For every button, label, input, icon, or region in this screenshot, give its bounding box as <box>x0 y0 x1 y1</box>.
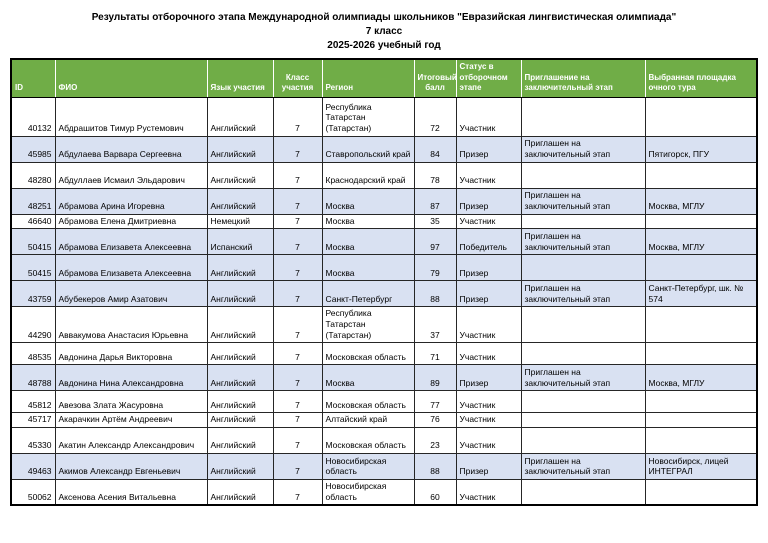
cell-id: 50415 <box>11 255 55 281</box>
cell-grade: 7 <box>273 188 322 214</box>
cell-grade: 7 <box>273 136 322 162</box>
cell-status: Призер <box>456 136 521 162</box>
cell-status: Победитель <box>456 229 521 255</box>
cell-lang: Английский <box>207 479 273 505</box>
cell-id: 49463 <box>11 453 55 479</box>
cell-invite: Приглашен на заключительный этап <box>521 365 645 391</box>
page-subtitle-grade: 7 класс <box>365 26 403 37</box>
cell-lang: Английский <box>207 281 273 307</box>
cell-score: 60 <box>414 479 456 505</box>
cell-venue <box>645 413 757 428</box>
cell-invite <box>521 162 645 188</box>
cell-grade: 7 <box>273 162 322 188</box>
cell-invite <box>521 255 645 281</box>
column-header-region: Регион <box>322 59 414 97</box>
table-row <box>11 413 757 428</box>
cell-id: 45985 <box>11 136 55 162</box>
cell-id: 45812 <box>11 391 55 413</box>
cell-invite <box>521 427 645 453</box>
cell-fio: Абубекеров Амир Азатович <box>55 281 207 307</box>
cell-score: 37 <box>414 307 456 343</box>
cell-status: Призер <box>456 453 521 479</box>
cell-status: Участник <box>456 214 521 229</box>
cell-region: Москва <box>322 255 414 281</box>
cell-fio: Аксенова Асения Витальевна <box>55 479 207 505</box>
cell-region: Республика Татарстан (Татарстан) <box>322 97 414 136</box>
cell-status: Призер <box>456 188 521 214</box>
cell-status: Участник <box>456 162 521 188</box>
cell-status: Участник <box>456 391 521 413</box>
cell-region: Москва <box>322 365 414 391</box>
cell-score: 77 <box>414 391 456 413</box>
cell-venue <box>645 97 757 136</box>
cell-lang: Английский <box>207 427 273 453</box>
cell-grade: 7 <box>273 479 322 505</box>
table-row <box>11 162 757 188</box>
cell-score: 35 <box>414 214 456 229</box>
cell-fio: Авдонина Нина Александровна <box>55 365 207 391</box>
column-header-status: Статус в отборочном этапе <box>456 59 521 97</box>
cell-fio: Абдуллаев Исмаил Эльдарович <box>55 162 207 188</box>
cell-grade: 7 <box>273 97 322 136</box>
cell-status: Призер <box>456 255 521 281</box>
cell-grade: 7 <box>273 365 322 391</box>
results-table <box>10 58 758 506</box>
cell-score: 88 <box>414 281 456 307</box>
table-row <box>11 97 757 136</box>
cell-score: 87 <box>414 188 456 214</box>
cell-venue <box>645 343 757 365</box>
cell-id: 48280 <box>11 162 55 188</box>
cell-score: 84 <box>414 136 456 162</box>
table-row <box>11 281 757 307</box>
table-row <box>11 188 757 214</box>
cell-lang: Английский <box>207 453 273 479</box>
cell-id: 50062 <box>11 479 55 505</box>
cell-invite: Приглашен на заключительный этап <box>521 229 645 255</box>
column-header-venue: Выбранная площадка очного тура <box>645 59 757 97</box>
page-title: Результаты отборочного этапа Международной олимпиады школьников "Евразийская лингвистическая олимпиада" <box>91 12 677 23</box>
cell-score: 71 <box>414 343 456 365</box>
cell-status: Участник <box>456 97 521 136</box>
cell-region: Москва <box>322 214 414 229</box>
cell-venue: Пятигорск, ПГУ <box>645 136 757 162</box>
cell-region: Республика Татарстан (Татарстан) <box>322 307 414 343</box>
cell-invite: Приглашен на заключительный этап <box>521 136 645 162</box>
cell-region: Алтайский край <box>322 413 414 428</box>
table-row <box>11 479 757 505</box>
cell-score: 78 <box>414 162 456 188</box>
cell-grade: 7 <box>273 391 322 413</box>
cell-invite: Приглашен на заключительный этап <box>521 453 645 479</box>
cell-fio: Абдулаева Варвара Сергеевна <box>55 136 207 162</box>
cell-id: 45330 <box>11 427 55 453</box>
cell-status: Призер <box>456 365 521 391</box>
column-header-fio: ФИО <box>55 59 207 97</box>
cell-region: Новосибирская область <box>322 479 414 505</box>
table-row <box>11 391 757 413</box>
table-row <box>11 427 757 453</box>
cell-invite <box>521 391 645 413</box>
table-row <box>11 136 757 162</box>
cell-venue <box>645 479 757 505</box>
cell-region: Московская область <box>322 391 414 413</box>
cell-id: 48251 <box>11 188 55 214</box>
cell-fio: Абрамова Елизавета Алексеевна <box>55 229 207 255</box>
cell-id: 44290 <box>11 307 55 343</box>
cell-venue: Санкт-Петербург, шк. № 574 <box>645 281 757 307</box>
cell-lang: Английский <box>207 136 273 162</box>
cell-venue <box>645 255 757 281</box>
cell-score: 72 <box>414 97 456 136</box>
column-header-score: Итоговый балл <box>414 59 456 97</box>
cell-id: 45717 <box>11 413 55 428</box>
cell-invite <box>521 97 645 136</box>
cell-fio: Абрамова Арина Игоревна <box>55 188 207 214</box>
cell-grade: 7 <box>273 229 322 255</box>
cell-venue: Новосибирск, лицей ИНТЕГРАЛ <box>645 453 757 479</box>
cell-status: Участник <box>456 307 521 343</box>
cell-region: Новосибирская область <box>322 453 414 479</box>
cell-venue <box>645 307 757 343</box>
cell-lang: Английский <box>207 188 273 214</box>
cell-id: 43759 <box>11 281 55 307</box>
cell-venue <box>645 162 757 188</box>
cell-grade: 7 <box>273 307 322 343</box>
cell-lang: Английский <box>207 162 273 188</box>
cell-grade: 7 <box>273 343 322 365</box>
cell-venue: Москва, МГЛУ <box>645 365 757 391</box>
cell-status: Участник <box>456 343 521 365</box>
column-header-id: ID <box>11 59 55 97</box>
cell-fio: Авезова Злата Жасуровна <box>55 391 207 413</box>
cell-invite: Приглашен на заключительный этап <box>521 188 645 214</box>
cell-region: Москва <box>322 188 414 214</box>
cell-fio: Акарачкин Артём Андреевич <box>55 413 207 428</box>
cell-id: 48535 <box>11 343 55 365</box>
cell-invite <box>521 214 645 229</box>
cell-lang: Испанский <box>207 229 273 255</box>
cell-lang: Английский <box>207 255 273 281</box>
table-row <box>11 214 757 229</box>
cell-venue: Москва, МГЛУ <box>645 229 757 255</box>
cell-venue <box>645 391 757 413</box>
cell-fio: Авдонина Дарья Викторовна <box>55 343 207 365</box>
cell-venue <box>645 427 757 453</box>
cell-fio: Абрамова Елизавета Алексеевна <box>55 255 207 281</box>
cell-region: Московская область <box>322 427 414 453</box>
cell-lang: Английский <box>207 307 273 343</box>
table-row <box>11 229 757 255</box>
cell-status: Участник <box>456 413 521 428</box>
cell-lang: Английский <box>207 365 273 391</box>
table-row <box>11 453 757 479</box>
cell-grade: 7 <box>273 281 322 307</box>
cell-region: Санкт-Петербург <box>322 281 414 307</box>
cell-invite: Приглашен на заключительный этап <box>521 281 645 307</box>
table-row <box>11 365 757 391</box>
cell-fio: Абрамова Елена Дмитриевна <box>55 214 207 229</box>
cell-score: 88 <box>414 453 456 479</box>
table-row <box>11 307 757 343</box>
column-header-invite: Приглашение на заключительный этап <box>521 59 645 97</box>
cell-invite <box>521 413 645 428</box>
cell-score: 89 <box>414 365 456 391</box>
cell-lang: Немецкий <box>207 214 273 229</box>
column-header-lang: Язык участия <box>207 59 273 97</box>
cell-region: Москва <box>322 229 414 255</box>
table-row <box>11 255 757 281</box>
cell-fio: Акимов Александр Евгеньевич <box>55 453 207 479</box>
document-header <box>0 0 768 53</box>
cell-status: Участник <box>456 479 521 505</box>
cell-grade: 7 <box>273 453 322 479</box>
cell-invite <box>521 479 645 505</box>
cell-grade: 7 <box>273 255 322 281</box>
table-row <box>11 343 757 365</box>
cell-invite <box>521 307 645 343</box>
cell-venue: Москва, МГЛУ <box>645 188 757 214</box>
cell-grade: 7 <box>273 413 322 428</box>
cell-score: 23 <box>414 427 456 453</box>
cell-id: 46640 <box>11 214 55 229</box>
cell-score: 76 <box>414 413 456 428</box>
cell-lang: Английский <box>207 391 273 413</box>
cell-id: 48788 <box>11 365 55 391</box>
cell-score: 79 <box>414 255 456 281</box>
header-row <box>11 59 757 97</box>
cell-status: Призер <box>456 281 521 307</box>
cell-region: Московская область <box>322 343 414 365</box>
cell-fio: Акатин Александр Александрович <box>55 427 207 453</box>
cell-region: Ставропольский край <box>322 136 414 162</box>
page-subtitle-year: 2025-2026 учебный год <box>327 40 441 51</box>
column-header-grade: Класс участия <box>273 59 322 97</box>
cell-invite <box>521 343 645 365</box>
cell-lang: Английский <box>207 343 273 365</box>
cell-id: 50415 <box>11 229 55 255</box>
cell-region: Краснодарский край <box>322 162 414 188</box>
cell-lang: Английский <box>207 97 273 136</box>
cell-score: 97 <box>414 229 456 255</box>
cell-fio: Аввакумова Анастасия Юрьевна <box>55 307 207 343</box>
cell-fio: Абдрашитов Тимур Рустемович <box>55 97 207 136</box>
cell-grade: 7 <box>273 427 322 453</box>
cell-id: 40132 <box>11 97 55 136</box>
cell-grade: 7 <box>273 214 322 229</box>
cell-status: Участник <box>456 427 521 453</box>
cell-lang: Английский <box>207 413 273 428</box>
cell-venue <box>645 214 757 229</box>
